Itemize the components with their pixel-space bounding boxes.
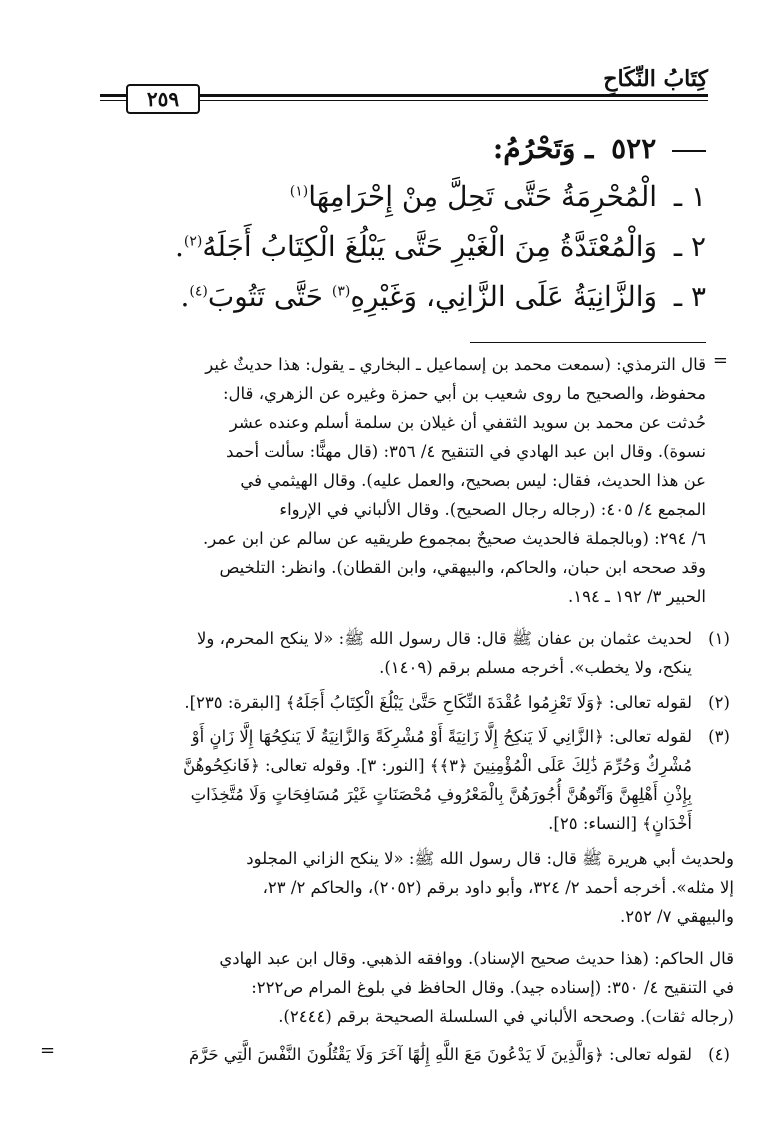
item-end: .	[180, 280, 190, 313]
footnote-line: لحديث عثمان بن عفان ﷺ قال: قال رسول الله ﷺ: «لا ينكح المحرم، ولا	[197, 629, 692, 648]
footnote-line: ينكح، ولا يخطب». أخرجه مسلم برقم (١٤٠٩).	[379, 658, 692, 677]
footnote-separator	[470, 342, 706, 343]
main-item-2	[175, 230, 706, 263]
section-number: ٥٢٢	[611, 132, 657, 165]
footnote-line: لقوله تعالى: ﴿وَلَا تَعْزِمُوا عُقْدَةَ النِّكَاحِ حَتَّىٰ يَبْلُغَ الْكِتَابُ أَجَلَهُ﴾ [البقرة: ٢٣٥].	[184, 693, 692, 712]
footnote-3-grading	[74, 944, 734, 1031]
footnote-ref: (١)	[289, 183, 309, 200]
page-number: ٢٥٩	[126, 84, 200, 114]
footnote-continuation	[74, 350, 706, 611]
main-item-1	[290, 180, 706, 213]
footnote-label: (١)	[708, 629, 730, 648]
item-number: ٢ ـ	[673, 230, 706, 263]
footnote-line: قال الحاكم: (هذا حديث صحيح الإسناد). ووافقه الذهبي. وقال ابن عبد الهادي	[219, 949, 734, 968]
footnote-line: قال الترمذي: (سمعت محمد بن إسماعيل ـ البخاري ـ يقول: هذا حديثٌ غير	[205, 355, 706, 374]
footnote-line: أَخْدَانٍ﴾ [النساء: ٢٥].	[548, 814, 692, 833]
section-marker	[672, 150, 706, 152]
footnote-line: المجمع ٤/ ٤٠٥: (رجاله رجال الصحيح). وقال الألباني في الإرواء	[279, 500, 706, 519]
footnote-line: مُشْرِكٌ وَحُرِّمَ ذَٰلِكَ عَلَى الْمُؤْمِنِينَ ﴿٣﴾﴾ [النور: ٣]. وقوله تعالى: ﴿فَانكِحُوهُنَّ	[183, 756, 692, 775]
footnote-label: (٤)	[708, 1045, 730, 1064]
footnote-line: في التنقيح ٤/ ٣٥٠: (إسناده جيد). وقال الحافظ في بلوغ المرام ص٢٢٢:	[251, 978, 734, 997]
item-text: وَالْمُعْتَدَّةُ مِنَ الْغَيْرِ حَتَّى يَبْلُغَ الْكِتَابُ أَجَلَهُ	[202, 230, 658, 263]
item-number: ١ ـ	[673, 180, 706, 213]
footnote-line: إلا مثله». أخرجه أحمد ٢/ ٣٢٤، وأبو داود برقم (٢٠٥٢)، والحاكم ٢/ ٢٣،	[262, 878, 734, 897]
footnote-line: بِإِذْنِ أَهْلِهِنَّ وَآتُوهُنَّ أُجُورَهُنَّ بِالْمَعْرُوفِ مُحْصَنَاتٍ غَيْرَ مُسَافِحَاتٍ وَلَا مُتَّخِذَاتِ	[190, 785, 692, 804]
item-text: وَالزَّانِيَةُ عَلَى الزَّانِي، وَغَيْرِهِ	[350, 280, 658, 313]
footnote-4	[74, 1040, 734, 1069]
footnote-1	[74, 624, 734, 682]
footnote-2	[74, 688, 734, 717]
footnote-line: الحبير ٣/ ١٩٢ ـ ١٩٤.	[567, 587, 706, 606]
footnote-line: والبيهقي ٧/ ٢٥٢.	[619, 907, 734, 926]
footnote-ref: (٣)	[331, 283, 351, 300]
footnote-line: ولحديث أبي هريرة ﷺ قال: قال رسول الله ﷺ: «لا ينكح الزاني المجلود	[246, 849, 734, 868]
footnote-line: ٦/ ٢٩٤: (وبالجملة فالحديث صحيحٌ بمجموع طريقيه عن سالم عن ابن عمر.	[202, 529, 706, 548]
section-heading	[493, 132, 706, 165]
item-after: حَتَّى تَتُوبَ	[207, 280, 332, 313]
section-title: ـ وَتَحْرُمُ:	[492, 132, 594, 165]
footnote-line: محفوظ، والصحيح ما روى شعيب بن أبي حمزة وغيره عن الزهري، قال:	[222, 384, 706, 403]
footnote-line: لقوله تعالى: ﴿وَالَّذِينَ لَا يَدْعُونَ مَعَ اللَّهِ إِلَٰهًا آخَرَ وَلَا يَقْتُلُونَ النَّفْسَ الَّتِي حَرَّمَ	[189, 1045, 692, 1064]
footnote-line: نسوة). وقال ابن عبد الهادي في التنقيح ٤/ ٣٥٦: (قال مهنًّا: سألت أحمد	[226, 442, 706, 461]
running-title: كِتَابُ النِّكَاحِ	[603, 66, 708, 92]
header-left-dash	[100, 94, 124, 101]
page-end-mark: =	[40, 1040, 56, 1061]
footnote-line: (رجاله ثقات). وصححه الألباني في السلسلة الصحيحة برقم (٢٤٤٤).	[278, 1007, 734, 1026]
footnote-line: حُدثت عن محمد بن سويد الثقفي أن غيلان بن سلمة أسلم وعنده عشر	[229, 413, 706, 432]
continuation-mark: =	[712, 350, 728, 371]
item-number: ٣ ـ	[673, 280, 706, 313]
footnote-line: لقوله تعالى: ﴿الزَّانِي لَا يَنكِحُ إِلَّا زَانِيَةً أَوْ مُشْرِكَةً وَالزَّانِيَةُ لَا يَنكِحُهَا إِلَّا زَانٍ أَوْ	[191, 727, 692, 746]
footnote-ref: (٤)	[189, 283, 208, 300]
footnote-line: عن هذا الحديث، فقال: ليس بصحيح، والعمل عليه). وقال الهيثمي في	[240, 471, 706, 490]
footnote-3	[74, 722, 734, 838]
footnote-label: (٣)	[708, 727, 730, 746]
item-after: .	[174, 230, 184, 263]
item-text: الْمُحْرِمَةُ حَتَّى تَحِلَّ مِنْ إِحْرَامِهَا	[308, 180, 658, 213]
footnote-label: (٢)	[708, 693, 730, 712]
footnote-ref: (٢)	[183, 233, 203, 250]
footnote-3-hadith	[74, 844, 734, 931]
footnote-line: وقد صححه ابن حبان، والحاكم، والبيهقي، وابن القطان). وانظر: التلخيص	[219, 558, 706, 577]
main-item-3	[181, 280, 707, 313]
